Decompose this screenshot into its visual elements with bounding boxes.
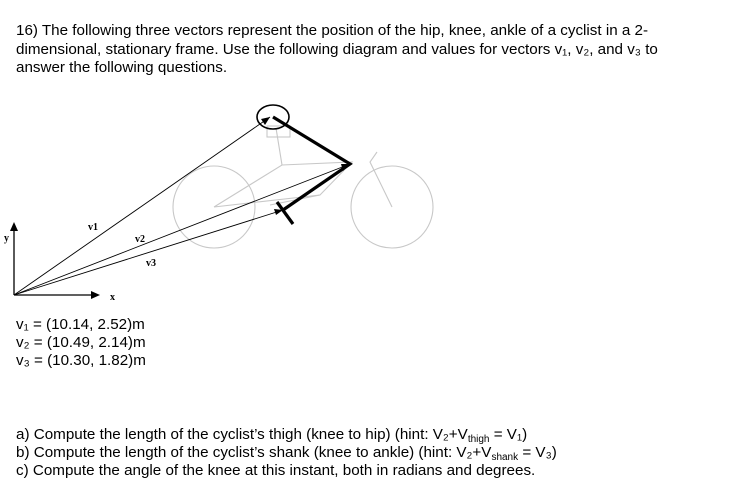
vector-v3-line [14, 210, 283, 295]
vector-v1-arrowhead [261, 117, 270, 125]
question-b-end: = V₃) [518, 444, 557, 461]
question-a [16, 426, 557, 444]
vector-value-row [16, 352, 146, 370]
seat-tube [276, 128, 282, 165]
x-axis-arrowhead [91, 291, 100, 299]
question-b-label: b) [16, 444, 30, 461]
problem-line-1 [16, 22, 731, 41]
vector-v2-line [14, 164, 350, 295]
y-axis-arrowhead [10, 222, 18, 231]
question-a-text: Compute the length of the cyclist’s thigh (knee to hip) (hint: V₂+V [33, 426, 468, 443]
y-axis-label: y [4, 233, 9, 244]
question-a-subscript: thigh [467, 434, 490, 445]
vector-v1-line [14, 117, 270, 295]
question-b-text: Compute the length of the cyclist’s shank (knee to ankle) (hint: V₂+V [33, 444, 492, 461]
vector-name: v₁ [16, 316, 29, 333]
x-axis-label: x [110, 292, 115, 303]
cyclist-vector-diagram [0, 95, 460, 310]
question-c-label: c) [16, 462, 29, 479]
vector-v2-label: v2 [135, 234, 145, 245]
vector-value: = (10.49, 2.14)m [33, 334, 146, 351]
fork-and-handlebar [370, 152, 392, 207]
question-c [16, 462, 557, 480]
bicycle-drawing [173, 126, 433, 248]
question-a-label: a) [16, 426, 30, 443]
problem-text-1: The following three vectors represent the position of the hip, knee, ankle of a cyclist in a 2- [41, 22, 649, 39]
questions-list [16, 426, 557, 480]
vector-name: v₃ [16, 352, 30, 369]
question-a-end: = V₁) [489, 426, 528, 443]
problem-statement [16, 22, 731, 78]
vector-value: = (10.30, 1.82)m [34, 352, 146, 369]
vector-value-row [16, 334, 146, 352]
vector-name: v₂ [16, 334, 30, 351]
vector-values [16, 316, 146, 370]
problem-number: 16) [16, 22, 38, 39]
question-b [16, 444, 557, 462]
problem-line-3: answer the following questions. [16, 59, 228, 76]
question-b-subscript: shank [491, 452, 519, 463]
problem-line-2: dimensional, stationary frame. Use the following diagram and values for vectors v₁, v₂, and v₃ to [16, 40, 658, 58]
vector-value-row [16, 316, 146, 334]
vector-v1-label: v1 [88, 222, 98, 233]
question-c-text: Compute the angle of the knee at this instant, both in radians and degrees. [32, 462, 536, 479]
bicycle-frame [214, 162, 352, 207]
vector-value: = (10.14, 2.52)m [32, 316, 145, 333]
position-vectors [14, 117, 350, 295]
vector-v3-label: v3 [146, 258, 156, 269]
